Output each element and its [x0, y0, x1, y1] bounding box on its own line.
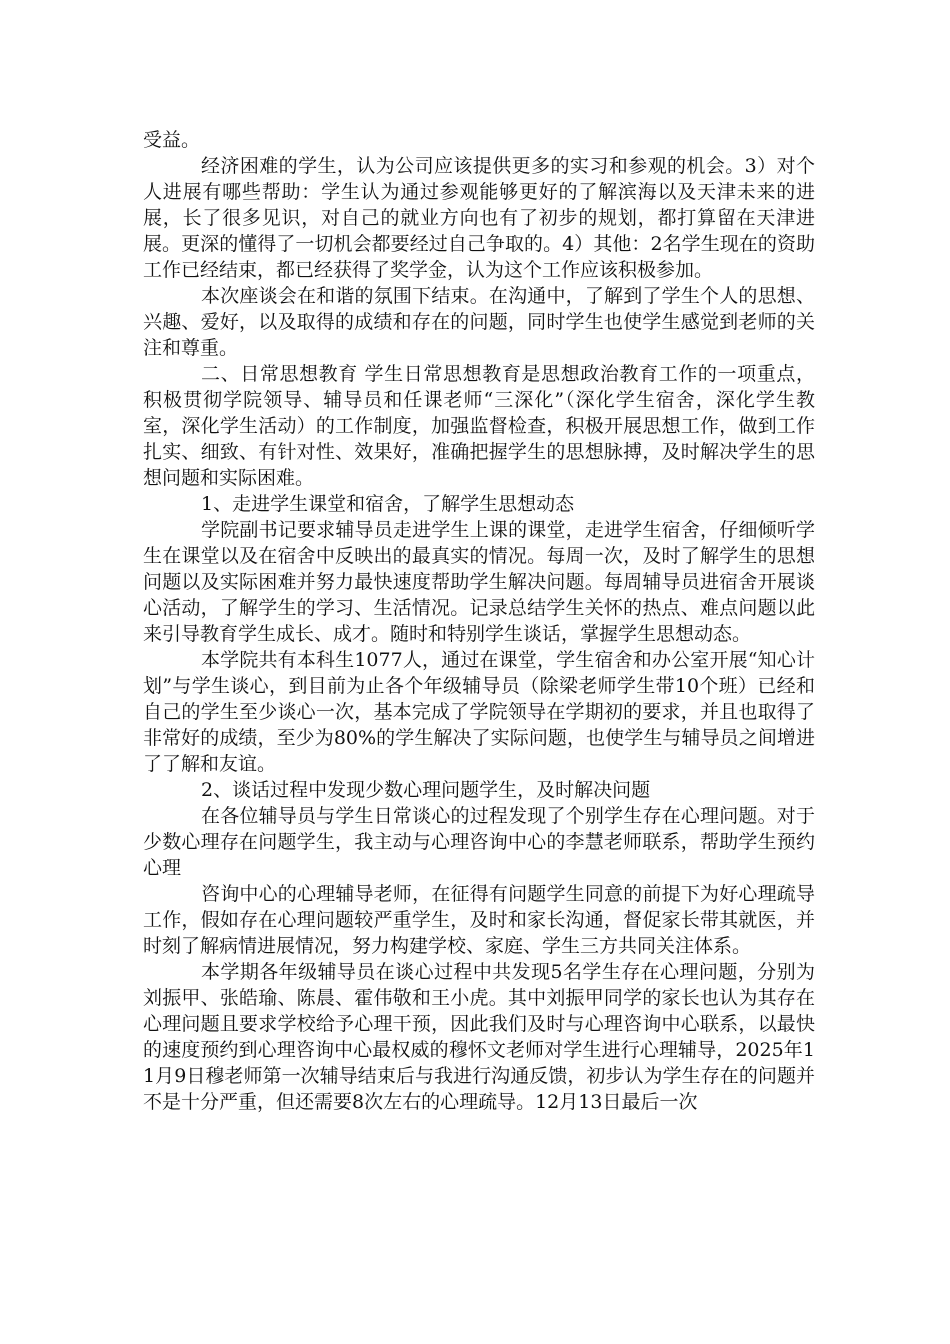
paragraph-psychology-counseling: 咨询中心的心理辅导老师，在征得有问题学生同意的前提下为好心理疏导工作，假如存在心理问题较严重学生，及时和家长沟通，督促家长带其就医，并时刻了解病情进展情况，努力构建学校、家庭、学生三方共同关注体系。: [143, 883, 815, 957]
subheading-psychology: 2、谈话过程中发现少数心理问题学生，及时解决问题: [201, 779, 651, 801]
paragraph-psychology-cases: 本学期各年级辅导员在谈心过程中共发现5名学生存在心理问题，分别为刘振甲、张皓瑜、陈晨、霍伟敬和王小虎。其中刘振甲同学的家长也认为其存在心理问题且要求学校给予心理干预，因此我们及时与心理咨询中心联系，以最快的速度预约到心理咨询中心最权威的穆怀文老师对学生进行心理辅导，2025年11月9日穆老师第一次辅导结束后与我进行沟通反馈，初步认为学生存在的问题并不是十分严重，但还需要8次左右的心理疏导。12月13日最后一次: [143, 961, 815, 1113]
paragraph-internship-feedback: 经济困难的学生，认为公司应该提供更多的实习和参观的机会。3）对个人进展有哪些帮助：学生认为通过参观能够更好的了解滨海以及天津未来的进展，长了很多见识，对自己的就业方向也有了初步的规划，都打算留在天津进展。更深的懂得了一切机会都要经过自己争取的。4）其他：2名学生现在的资助工作已经结束，都已经获得了奖学金，认为这个工作应该积极参加。: [143, 155, 815, 281]
paragraph-student-talks: 本学院共有本科生1077人，通过在课堂，学生宿舍和办公室开展“知心计划”与学生谈心，到目前为止各个年级辅导员（除梁老师学生带10个班）已经和自己的学生至少谈心一次，基本完成了学院领导在学期初的要求，并且也取得了非常好的成绩，至少为80%的学生解决了实际问题，也使学生与辅导员之间增进了了解和友谊。: [143, 649, 815, 775]
paragraph-psychology-discovery: 在各位辅导员与学生日常谈心的过程发现了个别学生存在心理问题。对于少数心理存在问题学生，我主动与心理咨询中心的李慧老师联系，帮助学生预约心理: [143, 805, 815, 879]
document-body: [143, 127, 815, 1115]
section-heading-daily-education: 二、日常思想教育 学生日常思想教育是思想政治教育工作的一项重点，积极贯彻学院领导、辅导员和任课老师“三深化”（深化学生宿舍，深化学生教室，深化学生活动）的工作制度，加强监督检查，积极开展思想工作，做到工作扎实、细致、有针对性、效果好，准确把握学生的思想脉搏，及时解决学生的思想问题和实际困难。: [143, 363, 815, 489]
paragraph-classroom-dorm: 学院副书记要求辅导员走进学生上课的课堂，走进学生宿舍，仔细倾听学生在课堂以及在宿舍中反映出的最真实的情况。每周一次，及时了解学生的思想问题以及实际困难并努力最快速度帮助学生解决问题。每周辅导员进宿舍开展谈心活动，了解学生的学习、生活情况。记录总结学生关怀的热点、难点问题以此来引导教育学生成长、成才。随时和特别学生谈话，掌握学生思想动态。: [143, 519, 815, 645]
paragraph-meeting-summary: 本次座谈会在和谐的氛围下结束。在沟通中，了解到了学生个人的思想、兴趣、爱好，以及取得的成绩和存在的问题，同时学生也使学生感觉到老师的关注和尊重。: [143, 285, 815, 359]
paragraph-continuation: 受益。: [143, 129, 201, 151]
subheading-classroom-dorm: 1、走进学生课堂和宿舍，了解学生思想动态: [201, 493, 575, 515]
